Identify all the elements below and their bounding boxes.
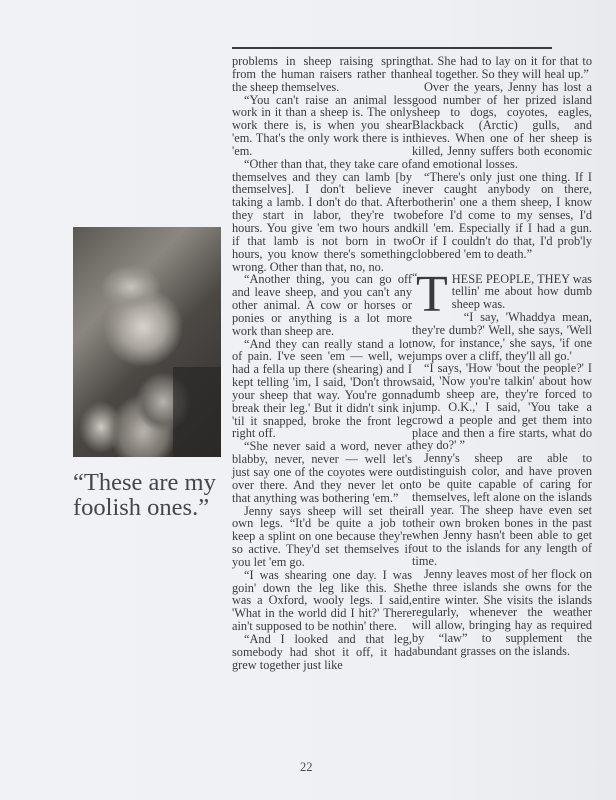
paragraph: that. She had to lay on it for that to heal together. So they will heal up.” [412,54,592,81]
paragraph: “She never said a word, never a blabby, never, never — well let's just say one of the coyotes were out over there. And they never let on that anything was bothering 'em.” [232,439,412,505]
paragraph: Jenny's sheep are able to distinguish color, and have proven to be quite capable of caring for themselves, left alone on the islands all year. The sheep have even set their own broken bones in the past when Jenny hasn't been able to get out to the islands for any length of time. [412,451,592,569]
paragraph: Jenny says sheep will set their own legs. “It'd be quite a job to keep a splint on one because they're so active. They'd set themselves if you let 'em go. [232,503,412,569]
paragraph: “I say, 'Whaddya mean, they're dumb?' Well, she says, 'Well now, for instance,' she says, 'if one jumps over a cliff, they'll all go.' [412,310,592,363]
photo-image [73,227,221,457]
paragraph: Jenny leaves most of her flock on the three islands she owns for the entire winter. She visits the islands regularly, whenever the weather will allow, bringing hay as required by “law” to supplement the abundant grasses on the islands. [412,566,592,658]
photo-shadow [173,367,221,457]
paragraph: problems in sheep raising spring from the human raisers rather than the sheep themselves. [232,54,412,94]
paragraph: “You can't raise an animal less work in it than a sheep is. The only work there is, is when you shear 'em. That's the only work there is in 'em. [232,92,412,158]
dropcap-paragraph [412,265,592,323]
column-right [412,55,592,658]
top-rule-divider [232,47,552,49]
lead-in-caps: HESE PEOPLE, THEY [451,271,570,286]
paragraph: “There's only just one thing. If I ever caught anybody on there, botherin' one a them sheep, I know before I'd come to my senses, I'd kill 'em. Especially if I had a gun. Or if I couldn't do that, I'd prob'ly clobbered 'em to death.” [412,169,592,261]
column-middle [232,55,412,672]
drop-cap-letter: T [416,265,448,323]
paragraph: “Other than that, they take care of themselves and they can lamb [by themselves]. I don't believe in taking a lamb. I don't do that. After they start in labor, they're two hours. You give 'em two hours and if that lamb is not born in two hours, you know there's something wrong. Other than that, no, no. [232,156,412,274]
paragraph: “I says, 'How 'bout the people?' I said, 'Now you're talkin' about how dumb sheep are, they're forced to jump. O.K.,' I said, 'You take a crowd a people and get them into place and then a fire starts, what do they do?' ” [412,361,592,453]
paragraph: “And they can really stand a lot of pain. I've seen 'em — well, we had a fella up there (shearing) and I kept telling 'im, I said, 'Don't throw your sheep that way. You're gonna break their leg.' But it didn't sink in 'til it snapped, broke the front leg right off. [232,336,412,441]
paragraph: “Another thing, you can go off and leave sheep, and you can't any other animal. A cow or horses or ponies or anything is a lot more work than sheep are. [232,272,412,338]
paragraph: “I was shearing one day. I was goin' down the leg like this. She was a Oxford, wooly legs. I said, 'What in the world did I hit?' There ain't supposed to be nothin' there. [232,567,412,634]
paragraph: Over the years, Jenny has lost a good number of her prized island sheep to dogs, coyotes, eagles, Blackback (Arctic) gulls, and thieves. When one of her sheep is killed, Jenny suffers both economic and emotional losses. [412,79,592,171]
paragraph: “And I looked and that leg, somebody had shot it off, it had grew together just like [232,631,412,672]
lead-in-rest: was tellin' me about how dumb sheep was. [451,271,592,312]
open-quote: “ [412,269,418,284]
page-number: 22 [300,760,313,774]
pull-quote: “These are my foolish ones.” [73,469,216,521]
